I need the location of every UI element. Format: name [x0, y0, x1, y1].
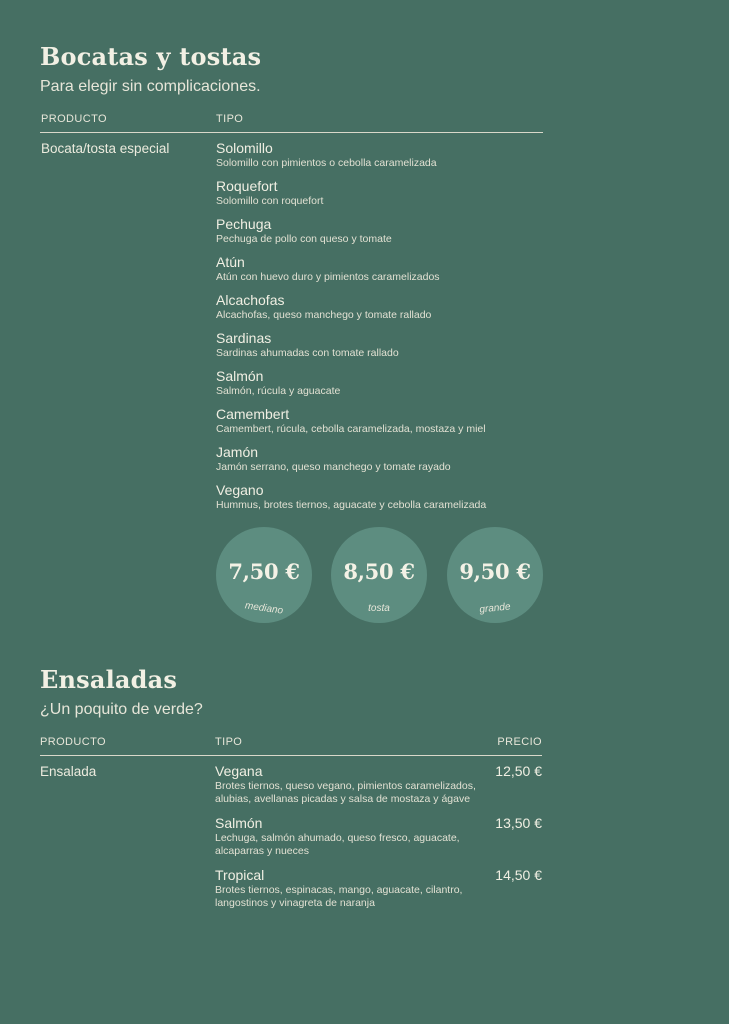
list-item [216, 216, 546, 254]
bocatas-col-producto: PRODUCTO [41, 113, 107, 125]
list-item [216, 482, 546, 520]
bocatas-product: Bocata/tosta especial [41, 141, 170, 156]
ensaladas-item-list [215, 763, 542, 919]
item-description: Salmón, rúcula y aguacate [216, 385, 341, 397]
price-badge-value: 8,50 € [343, 559, 415, 584]
item-description: Atún con huevo duro y pimientos caramelizados [216, 271, 440, 283]
ensaladas-header-divider [40, 755, 542, 756]
item-description: langostinos y vinagreta de naranja [215, 897, 375, 909]
item-description: Sardinas ahumadas con tomate rallado [216, 347, 399, 359]
ensaladas-col-producto: PRODUCTO [40, 736, 106, 748]
price-badge-label: grande [478, 601, 512, 616]
bocatas-title: Bocatas y tostas [40, 42, 262, 71]
list-item [216, 254, 546, 292]
item-name: Sardinas [216, 330, 272, 346]
item-name: Salmón [216, 368, 264, 384]
price-badge-label: tosta [368, 603, 390, 614]
item-description: Pechuga de pollo con queso y tomate [216, 233, 392, 245]
item-description: Hummus, brotes tiernos, aguacate y cebolla caramelizada [216, 499, 487, 511]
item-price: 13,50 € [495, 815, 542, 831]
bocatas-col-tipo: TIPO [216, 113, 244, 125]
list-item [216, 292, 546, 330]
item-description: alcaparras y nueces [215, 845, 309, 857]
item-name: Roquefort [216, 178, 278, 194]
list-item [216, 140, 546, 178]
item-description: Alcachofas, queso manchego y tomate rallado [216, 309, 432, 321]
item-description: Lechuga, salmón ahumado, queso fresco, aguacate, [215, 832, 460, 844]
bocatas-subtitle: Para elegir sin complicaciones. [40, 78, 261, 95]
item-description: Solomillo con roquefort [216, 195, 324, 207]
ensaladas-product: Ensalada [40, 764, 97, 779]
list-item [216, 330, 546, 368]
list-item [215, 867, 542, 919]
list-item [216, 406, 546, 444]
item-description: Solomillo con pimientos o cebolla caramelizada [216, 157, 437, 169]
item-name: Vegana [215, 763, 263, 779]
list-item [216, 178, 546, 216]
item-name: Jamón [216, 444, 259, 460]
list-item [216, 444, 546, 482]
item-name: Solomillo [216, 140, 273, 156]
ensaladas-col-precio: PRECIO [497, 736, 542, 748]
price-badge-tosta [331, 527, 427, 623]
ensaladas-title: Ensaladas [40, 665, 178, 694]
price-badge-value: 9,50 € [459, 559, 531, 584]
item-name: Camembert [216, 406, 290, 422]
item-name: Salmón [215, 815, 263, 831]
item-price: 12,50 € [495, 763, 542, 779]
item-description: Jamón serrano, queso manchego y tomate rayado [216, 461, 451, 473]
item-name: Atún [216, 254, 245, 270]
item-description: Brotes tiernos, espinacas, mango, aguacate, cilantro, [215, 884, 463, 896]
price-badge-label: mediano [244, 600, 284, 617]
ensaladas-col-tipo: TIPO [215, 736, 243, 748]
list-item [216, 368, 546, 406]
price-badge-value: 7,50 € [228, 559, 300, 584]
item-name: Pechuga [216, 216, 272, 232]
list-item [215, 815, 542, 867]
item-name: Vegano [216, 482, 264, 498]
price-badge-mediano [216, 527, 312, 623]
item-name: Tropical [215, 867, 265, 883]
item-name: Alcachofas [216, 292, 285, 308]
list-item [215, 763, 542, 815]
ensaladas-subtitle: ¿Un poquito de verde? [40, 701, 203, 718]
bocatas-item-list [216, 140, 546, 520]
price-badge-grande [447, 527, 543, 623]
item-description: Camembert, rúcula, cebolla caramelizada, mostaza y miel [216, 423, 486, 435]
item-description: Brotes tiernos, queso vegano, pimientos caramelizados, [215, 780, 476, 792]
item-description: alubias, avellanas picadas y salsa de mostaza y ágave [215, 793, 471, 805]
bocatas-header-divider [40, 132, 543, 133]
item-price: 14,50 € [495, 867, 542, 883]
